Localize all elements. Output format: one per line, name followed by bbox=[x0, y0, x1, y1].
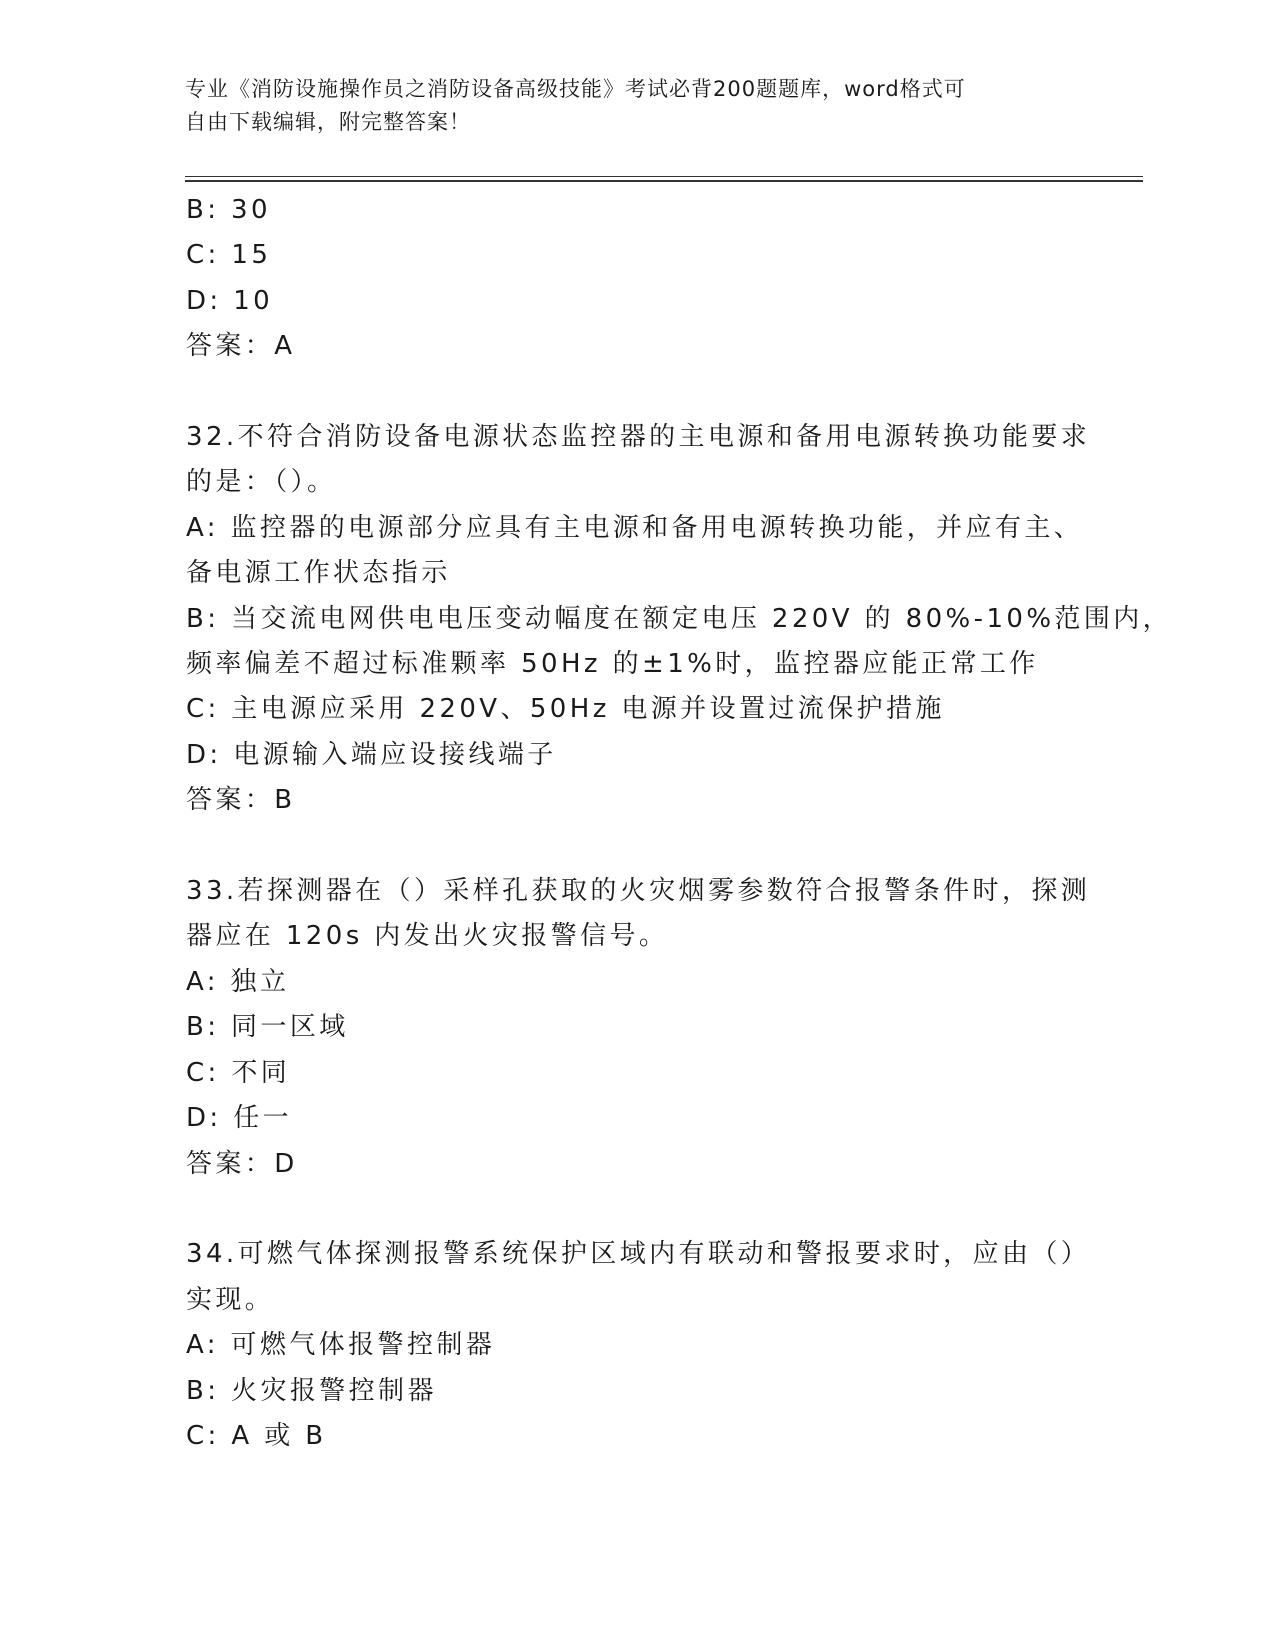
option-line: D: 电源输入端应设接线端子 bbox=[186, 739, 557, 770]
question-stem-line: 器应在 120s 内发出火灾报警信号。 bbox=[186, 921, 669, 952]
question-stem-line: 33.若探测器在（）采样孔获取的火灾烟雾参数符合报警条件时，探测 bbox=[186, 876, 1091, 907]
answer-line: 答案：D bbox=[186, 1148, 298, 1179]
page-header bbox=[185, 73, 1065, 139]
question-32 bbox=[186, 415, 1173, 824]
option-a: A: 可燃气体报警控制器 bbox=[186, 1330, 496, 1361]
question-stem-line: 的是：（）。 bbox=[186, 467, 337, 498]
option-line: C: 主电源应采用 220V、50Hz 电源并设置过流保护措施 bbox=[186, 694, 945, 725]
answer-line: 答案：B bbox=[186, 785, 296, 816]
question-spacer bbox=[186, 1187, 1086, 1232]
option-c: C: 15 bbox=[186, 240, 272, 271]
option-line: A: 监控器的电源部分应具有主电源和备用电源转换功能，并应有主、 bbox=[186, 512, 1084, 543]
question-34 bbox=[186, 1232, 1091, 1459]
option-line: 频率偏差不超过标准颗率 50Hz 的±1%时，监控器应能正常工作 bbox=[186, 649, 1039, 680]
option-line: 备电源工作状态指示 bbox=[186, 558, 451, 589]
option-b: B: 火灾报警控制器 bbox=[186, 1375, 437, 1406]
header-divider-thin bbox=[185, 176, 1143, 177]
option-d: D: 任一 bbox=[186, 1103, 293, 1134]
question-content bbox=[186, 188, 1173, 1459]
question-stem-line: 实现。 bbox=[186, 1284, 275, 1315]
option-line: B: 当交流电网供电电压变动幅度在额定电压 220V 的 80%-10%范围内， bbox=[186, 603, 1173, 634]
answer-line: 答案：A bbox=[186, 331, 296, 362]
option-b: B: 同一区域 bbox=[186, 1012, 349, 1043]
option-b: B: 30 bbox=[186, 195, 271, 225]
question-31-tail bbox=[186, 188, 1086, 370]
option-c: C: 不同 bbox=[186, 1057, 291, 1088]
header-divider-thick bbox=[185, 180, 1143, 182]
header-title-line-2: 自由下载编辑，附完整答案！ bbox=[185, 110, 471, 134]
question-stem-line: 32.不符合消防设备电源状态监控器的主电源和备用电源转换功能要求 bbox=[186, 422, 1091, 453]
question-stem-line: 34.可燃气体探测报警系统保护区域内有联动和警报要求时，应由（） bbox=[186, 1239, 1091, 1270]
question-spacer bbox=[186, 824, 1086, 869]
option-d: D: 10 bbox=[186, 285, 274, 316]
option-c: C: A 或 B bbox=[186, 1420, 327, 1451]
header-title-line-1: 专业《消防设施操作员之消防设备高级技能》考试必背200题题库，word格式可 bbox=[185, 77, 966, 101]
option-a: A: 独立 bbox=[186, 966, 290, 997]
question-33 bbox=[186, 869, 1091, 1187]
question-spacer bbox=[186, 370, 1086, 415]
